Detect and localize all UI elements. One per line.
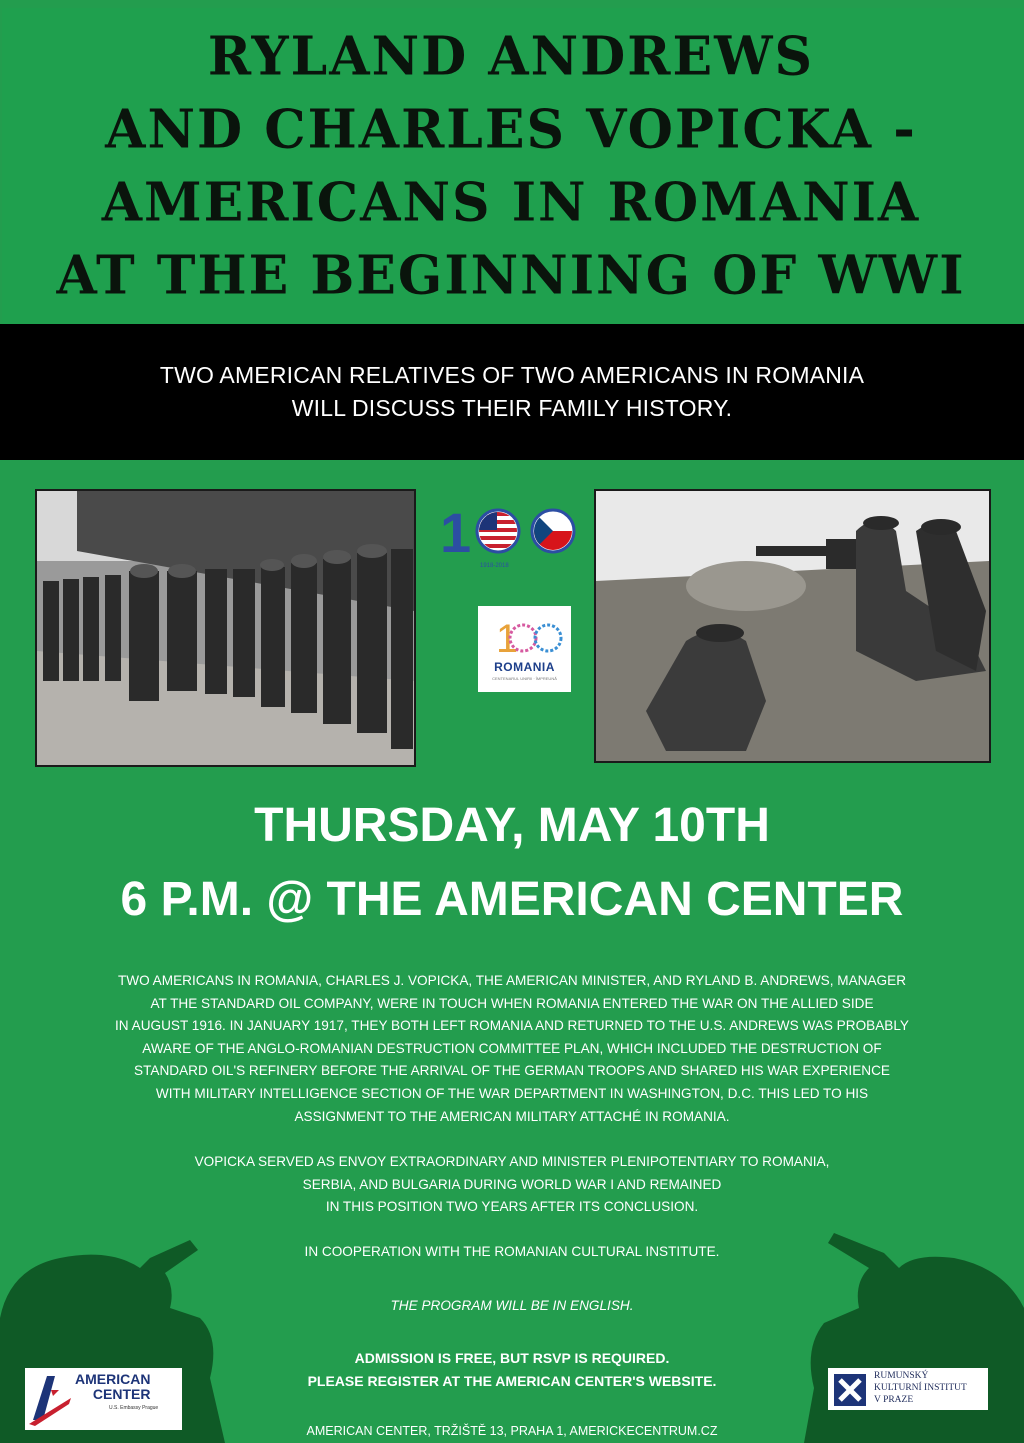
american-center-subtitle: U.S. Embassy Prague [109, 1405, 159, 1411]
body-paragraph-2: VOPICKA SERVED AS ENVOY EXTRAORDINARY AND MINISTER PLENIPOTENTIARY TO ROMANIA, SERBIA, AND BULGARIA DURING WORLD WAR I AND REMAINED IN THIS POSITION TWO YEARS AFTER ITS CONCLUSION. [194, 1154, 830, 1215]
subtitle-band [0, 324, 1024, 460]
title-line-1: RYLAND ANDREWS [207, 25, 815, 88]
subtitle-line-1: TWO AMERICAN RELATIVES OF TWO AMERICANS IN ROMANIA [159, 362, 865, 388]
footer-address: AMERICAN CENTER, TRŽIŠTĚ 13, PRAHA 1, AMERICKECENTRUM.CZ [306, 1424, 718, 1438]
romania-100-logo [478, 606, 571, 692]
american-center-title: AMERICAN CENTER [75, 1371, 151, 1402]
admission-note: ADMISSION IS FREE, BUT RSVP IS REQUIRED. PLEASE REGISTER AT THE AMERICAN CENTER'S WEBSITE. [307, 1350, 717, 1389]
title-line-3: AMERICANS IN ROMANIA [101, 171, 921, 234]
romania-100-tagline: CENTENARUL UNIRII · ÎMPREUNĂ [492, 676, 557, 681]
poster-title [2, 8, 1020, 324]
cooperation-note: IN COOPERATION WITH THE ROMANIAN CULTURAL INSTITUTE. [304, 1244, 720, 1259]
title-line-4: AT THE BEGINNING OF WWI [56, 244, 966, 307]
romanian-cultural-institute-logo [828, 1368, 988, 1410]
american-center-logo [25, 1368, 182, 1430]
subtitle-line-2: WILL DISCUSS THEIR FAMILY HISTORY. [291, 395, 733, 421]
svg-text:1: 1 [496, 617, 519, 661]
machine-gun-crew-photo [594, 489, 991, 763]
us-czech-centennial-logo [440, 500, 580, 574]
body-paragraph-1: TWO AMERICANS IN ROMANIA, CHARLES J. VOPICKA, THE AMERICAN MINISTER, AND RYLAND B. ANDREWS, MANAGER AT THE STANDARD OIL COMPANY, WERE IN TOUCH WHEN ROMANIA ENTERED THE WAR ON THE ALLIED SIDE IN AUGUST 1916. IN JANUARY 1917, THEY BOTH LEFT ROMANIA AND RETURNED TO THE U.S. ANDREWS WAS PROBABLY AWARE OF THE ANGLO-ROMANIAN DESTRUCTION COMMITTEE PLAN, WHICH INCLUDED THE DESTRUCTION OF STANDARD OIL'S REFINERY BEFORE THE ARRIVAL OF THE GERMAN TROOPS AND SHARED HIS WAR EXPERIENCE WITH MILITARY INTELLIGENCE SECTION OF THE WAR DEPARTMENT IN WASHINGTON, D.C. THIS LED TO HIS ASSIGNMENT TO THE AMERICAN MILITARY ATTACHÉ IN ROMANIA. [115, 973, 909, 1124]
svg-text:1: 1 [440, 501, 472, 564]
romania-100-word: ROMANIA [494, 660, 555, 674]
soldiers-inspection-photo [35, 489, 416, 767]
centennial-years: 1918-2018 [480, 563, 509, 569]
title-line-2: AND CHARLES VOPICKA - [105, 98, 917, 161]
program-language-note: THE PROGRAM WILL BE IN ENGLISH. [390, 1298, 634, 1313]
event-time-place: 6 P.M. @ THE AMERICAN CENTER [120, 873, 904, 926]
event-date: THURSDAY, MAY 10TH [254, 799, 770, 852]
rci-name: RUMUNSKÝ KULTURNÍ INSTITUT V PRAZE [874, 1371, 967, 1405]
